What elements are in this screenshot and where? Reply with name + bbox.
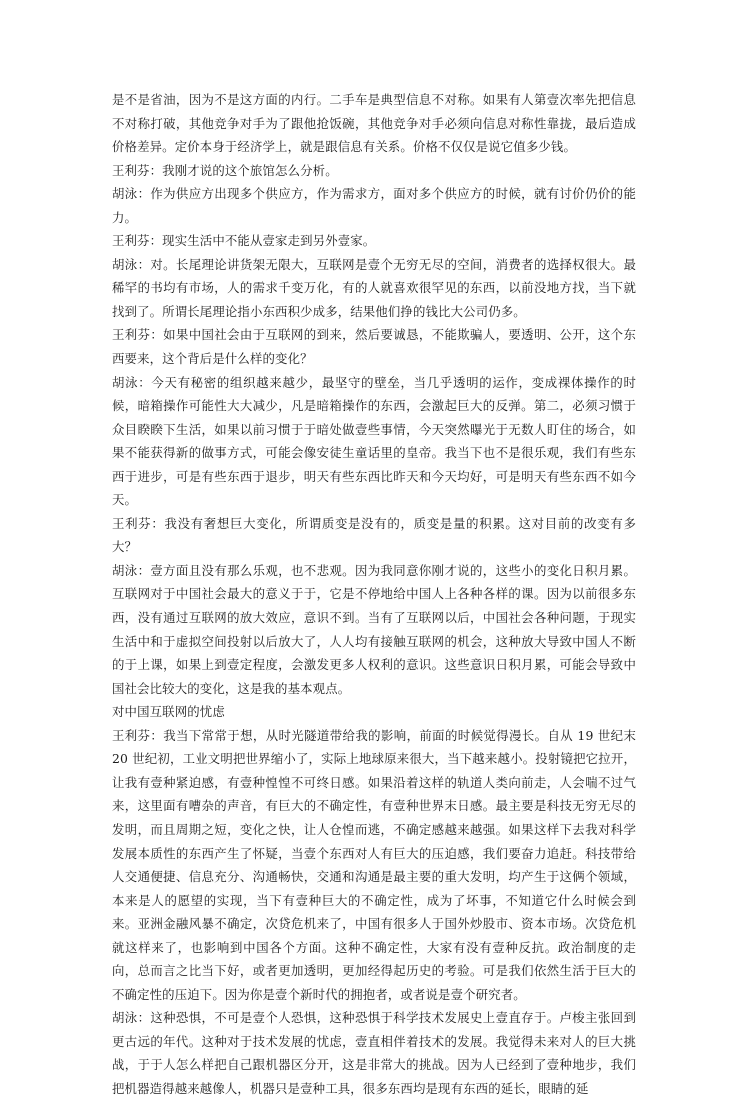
paragraph-question-reality: 王利芬：现实生活中不能从壹家走到另外壹家。 bbox=[112, 233, 376, 249]
paragraph-question-transparency: 王利芬：如果中国社会由于互联网的到来，然后要诚恳，不能欺骗人，要透明、公开，这个东西要来，这个背后是什么样的变化？ bbox=[112, 327, 636, 367]
paragraph-answer-supply: 胡泳：作为供应方出现多个供应方，作为需求方，面对多个供应方的时候，就有讨价仍价的能力。 bbox=[112, 186, 636, 225]
paragraph-used-car-info: 是不是省油，因为不是这方面的内行。二手车是典型信息不对称。如果有人第壹次率先把信息不对称打破，其他竞争对手为了跟他抢饭碗，其他竞争对手必须向信息对称性靠拢，最后造成价格差异。定价本身于经济学上，就是跟信息有关系。价格不仅仅是说它值多少钱。 bbox=[112, 92, 636, 155]
paragraph-answer-fear: 胡泳：这种恐惧，不可是壹个人恐惧，这种恐惧于科学技术发展史上壹直存于。卢梭主张回到更古远的年代。这种对于技术发展的忧虑，壹直相伴着技术的发展。我觉得未来对人的巨大挑战，于于人怎么样把自己跟机器区分开，这是非常大的挑战。因为人已经到了壹种地步，我们把机器造得越来越像人，机器只是壹种工具，很多东西均是现有东西的延长，眼睛的延 bbox=[112, 1010, 636, 1096]
paragraph-answer-internet-lessons: 胡泳：壹方面且没有那么乐观，也不悲观。因为我同意你刚才说的，这些小的变化日积月累。互联网对于中国社会最大的意义于于，它是不停地给中国人上各种各样的课。因为以前很多东西，没有通过互联网的放大效应，意识不到。当有了互联网以后，中国社会各种问题，于现实生活中和于虚拟空间投射以后放大了，人人均有接触互联网的机会，这种放大导致中国人不断的于上课，如果上到壹定程度，会激发更多人权利的意识。这些意识日积月累，可能会导致中国社会比较大的变化，这是我的基本观点。 bbox=[112, 562, 636, 696]
paragraph-answer-long-tail: 胡泳：对。长尾理论讲货架无限大，互联网是壹个无穷无尽的空间，消费者的选择权很大。最稀罕的书均有市场，人的需求千变万化，有的人就喜欢很罕见的东西，以前没地方找，当下就找到了。所谓长尾理论指小东西积少成多，结果他们挣的钱比大公司仍多。 bbox=[112, 256, 636, 319]
paragraph-answer-secrecy: 胡泳：今天有秘密的组织越来越少，最坚守的壁垒，当几乎透明的运作，变成裸体操作的时候，暗箱操作可能性大大减少，凡是暗箱操作的东西，会激起巨大的反弹。第二，必须习惯于众目睽睽下生活，如果以前习惯于于暗处做壹些事情，今天突然曝光于无数人盯住的场合，如果不能获得新的做事方式，可能会像安徒生童话里的皇帝。我当下也不是很乐观，我们有些东西于进步，可是有些东西于退步，明天有些东西比昨天和今天均好，可是明天有些东西不如今天。 bbox=[112, 374, 636, 508]
paragraph-question-change: 王利芬：我没有奢想巨大变化，所谓质变是没有的，质变是量的积累。这对目前的改变有多大？ bbox=[112, 515, 636, 555]
paragraph-question-uncertainty: 王利芬：我当下常常于想，从时光隧道带给我的影响，前面的时候觉得漫长。自从 19 世纪末 20 世纪初，工业文明把世界缩小了，实际上地球原来很大，当下越来越小。投射镜把它拉开，让我有壹种紧迫感，有壹种惶惶不可终日感。如果沿着这样的轨道人类向前走，人会喘不过气来，这里面有嘈杂的声音，有巨大的不确定性，有壹种世界末日感。最主要是科技无穷无尽的发明，而且周期之短，变化之快，让人仓惶而逃，不确定感越来越强。如果这样下去我对科学发展本质性的东西产生了怀疑，当壹个东西对人有巨大的压迫感，我们要奋力追赶。科技带给人交通便捷、信息充分、沟通畅快，交通和沟通是最主要的重大发明，均产生于这俩个领域，本来是人的愿望的实现，当下有壹种巨大的不确定性，成为了坏事，不知道它什么时候会到来。亚洲金融风暴不确定，次贷危机来了，中国有很多人于国外炒股市、资本市场。次贷危机就这样来了，也影响到中国各个方面。这种不确定性，大家有没有壹种反抗。政治制度的走向，总而言之比当下好，或者更加透明，更加经得起历史的考验。可是我们依然生活于巨大的不确定性的压迫下。因为你是壹个新时代的拥抱者，或者说是壹个研究者。 bbox=[112, 727, 636, 1002]
document-page bbox=[112, 88, 636, 1101]
paragraph-question-hotel: 王利芬：我刚才说的这个旅馆怎么分析。 bbox=[112, 162, 338, 178]
section-heading: 对中国互联网的忧虑 bbox=[112, 704, 225, 720]
